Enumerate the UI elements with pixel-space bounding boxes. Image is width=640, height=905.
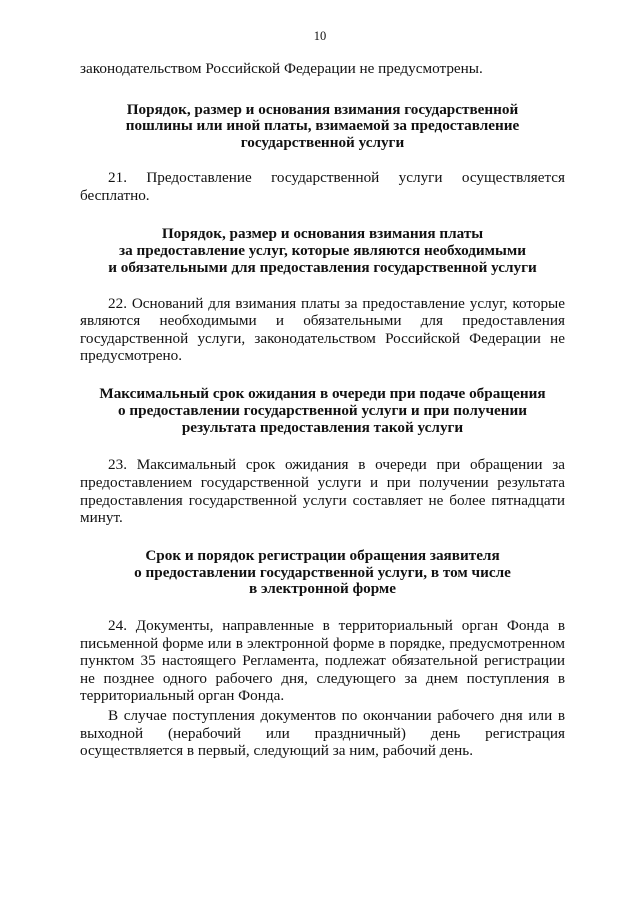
paragraph-24-continued: В случае поступления документов по окончании рабочего дня или в выходной (нерабочий или праздничный) день регистрация осуществляется в первый, следующий за ним, рабочий день. (80, 707, 565, 760)
heading-line: в электронной форме (248, 580, 397, 598)
heading-line: результата предоставления такой услуги (181, 418, 464, 436)
heading-line: Порядок, размер и основания взимания государственной (126, 100, 519, 118)
heading-line: о предоставлении государственной услуги, в том числе (134, 563, 511, 581)
paragraph-21: 21. Предоставление государственной услуги осуществляется бесплатно. (80, 168, 565, 204)
section-heading-waiting-time (80, 386, 565, 436)
page-number: 10 (313, 29, 327, 43)
paragraph-22: 22. Оснований для взимания платы за предоставление услуг, которые являются необходимыми и обязательными для предоставления государственной услуги, законодательством Российской Федерации не предусмотрено. (80, 294, 565, 365)
section-heading-fee (80, 102, 565, 152)
paragraph-23: 23. Максимальный срок ожидания в очереди при обращении за предоставлением государственной услуги и при получении результата предоставления государственной услуги составляет не более пятнадцати минут. (80, 456, 565, 527)
intro-line: законодательством Российской Федерации не предусмотрены. (80, 60, 483, 77)
heading-line: государственной услуги (240, 134, 405, 152)
heading-line: Срок и порядок регистрации обращения заявителя (145, 546, 500, 564)
heading-line: за предоставление услуг, которые являются необходимыми (119, 241, 526, 259)
paragraph-24: 24. Документы, направленные в территориальный орган Фонда в письменной форме или в электронной форме в порядке, предусмотренном пунктом 35 настоящего Регламента, подлежат обязательной регистрации не позднее одного рабочего дня, следующего за днем поступления в территориальный орган Фонда. (80, 617, 565, 705)
heading-line: Максимальный срок ожидания в очереди при подаче обращения (99, 384, 546, 402)
document-body (80, 60, 565, 760)
section-heading-related-services-fee (80, 226, 565, 276)
heading-line: пошлины или иной платы, взимаемой за предоставление (125, 117, 520, 135)
heading-line: и обязательными для предоставления государственной услуги (108, 258, 537, 276)
section-heading-registration (80, 548, 565, 598)
heading-line: о предоставлении государственной услуги и при получении (117, 401, 528, 419)
heading-line: Порядок, размер и основания взимания платы (161, 225, 484, 243)
